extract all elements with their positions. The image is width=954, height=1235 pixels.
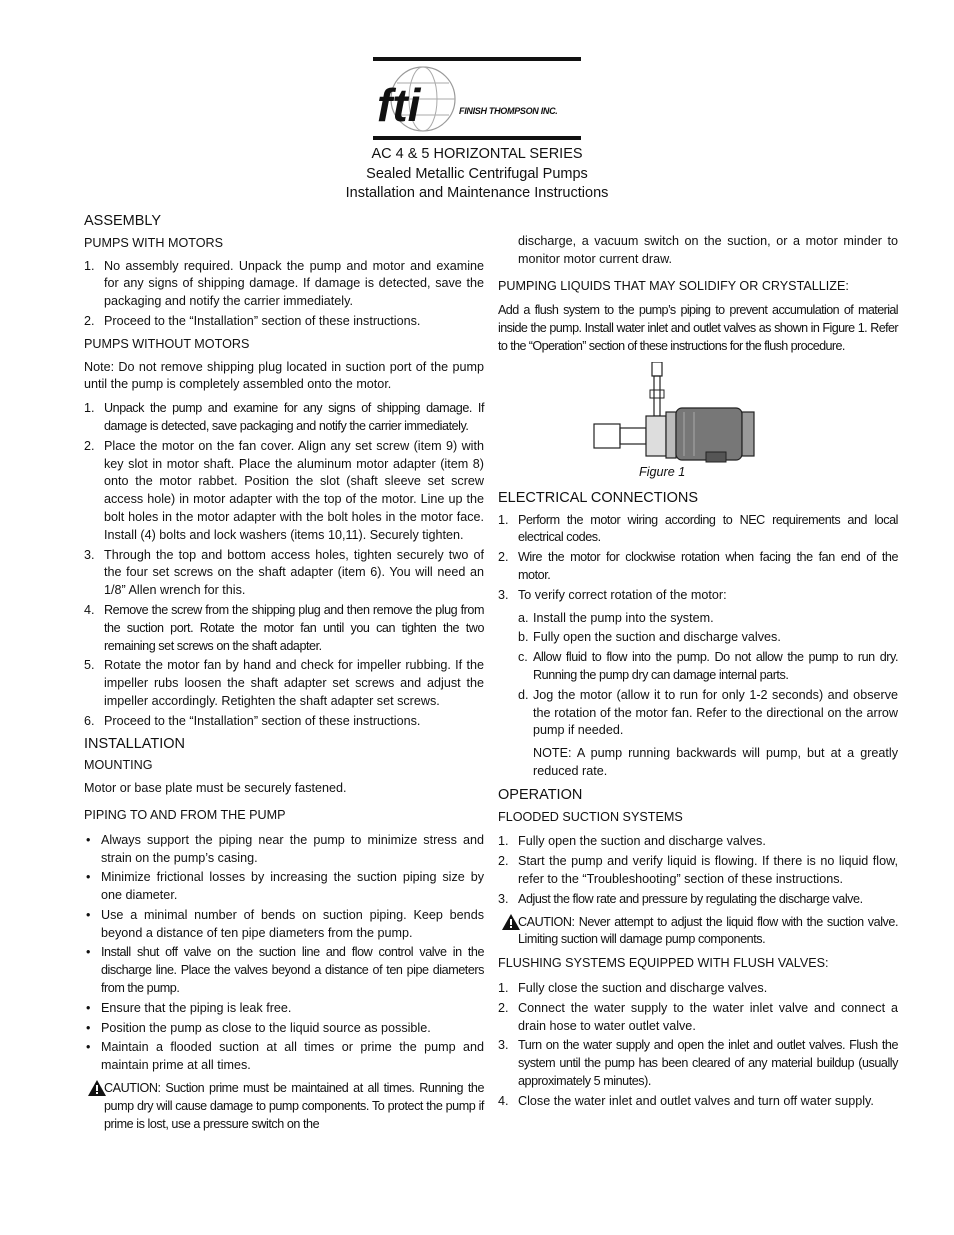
piping-list [84, 832, 484, 1075]
title-series: AC 4 & 5 HORIZONTAL SERIES [371, 146, 583, 162]
flushing-heading: FLUSHING SYSTEMS EQUIPPED WITH FLUSH VALVES: [498, 956, 829, 971]
list-item: 2. Wire the motor for clockwise rotation when facing the fan end of the motor. [498, 550, 898, 582]
list-item: 2. Place the motor on the fan cover. Align any set screw (item 9) with key slot in motor shaft. Place the aluminum motor adapter (item 8) onto the motor rabbet. Position the slot (shaft sleeve set screw access hole) in motor adapter with the top of the motor. Line up the bolt holes in the motor adapter with the bolt holes in the motor face. Install (4) bolts and lock washers (items 10,11). Securely tighten. [84, 438, 484, 542]
title-doc: Installation and Maintenance Instructions [345, 185, 609, 201]
list-item: 2. Connect the water supply to the water inlet valve and connect a drain hose to water outlet valve. [498, 1000, 898, 1033]
list-item: 1. No assembly required. Unpack the pump and motor and examine for any signs of shipping damage. If damage is detected, save the packaging and notify the carrier immediately. [84, 258, 484, 309]
list-item: • Use a minimal number of bends on suction piping. Keep bends beyond a distance of ten pipe diameters from the pump. [86, 907, 484, 940]
caution-suction-valve: CAUTION: Never attempt to adjust the liquid flow with the suction valve. Limiting suction will damage pump components. [498, 914, 898, 950]
list-item: 3. Adjust the flow rate and pressure by regulating the discharge valve. [498, 891, 863, 906]
list-item: 3. To verify correct rotation of the motor: [498, 587, 727, 602]
rotation-steps [498, 610, 898, 781]
solidify-text: Add a flush system to the pump’s piping to prevent accumulation of material inside the pump. Install water inlet and outlet valves as shown in Figure 1. Refer to the “Operation” section of these instructions for the flush procedure. [498, 303, 898, 353]
list-item: 3. Turn on the water supply and open the inlet and outlet valves. Flush the system until the pump has been cleared of any material buildup (usually approximately 5 minutes). [498, 1038, 898, 1088]
list-item: 1. Unpack the pump and examine for any signs of shipping damage. If damage is detected, save packaging and notify the carrier immediately. [84, 401, 484, 433]
list-item: 5. Rotate the motor fan by hand and check for impeller rubbing. If the impeller rubs loosen the shaft adapter set screws and adjust the impeller accordingly. Retighten the shaft adapter set screws. [84, 658, 484, 708]
list-item: b. Fully open the suction and discharge valves. [518, 630, 781, 645]
fti-logo [373, 55, 581, 143]
operation-heading: OPERATION [498, 786, 583, 803]
caution-suction-prime: CAUTION: Suction prime must be maintained at all times. Running the pump dry will cause damage to pump components. To protect the pump if prime is lost, use a pressure switch on the [84, 1080, 484, 1133]
left-column [84, 213, 484, 1139]
list-item: 1. Perform the motor wiring according to NEC requirements and local electrical codes. [498, 512, 898, 545]
company-name: FINISH THOMPSON INC. [459, 106, 558, 116]
mounting-text: Motor or base plate must be securely fastened. [84, 781, 347, 796]
list-item: 2. Proceed to the “Installation” section of these instructions. [84, 313, 421, 328]
list-item: 4. Close the water inlet and outlet valves and turn off water supply. [498, 1093, 874, 1108]
figure-1 [498, 362, 898, 482]
pumps-with-motors-heading: PUMPS WITH MOTORS [84, 235, 223, 250]
list-item: • Ensure that the piping is leak free. [86, 1000, 292, 1015]
list-item: 1. Fully open the suction and discharge valves. [498, 834, 766, 849]
list-item: • Install shut off valve on the suction line and flow control valve in the discharge line. Place the valves beyond a distance of ten pipe diameters from the pump. [86, 945, 484, 996]
flooded-heading: FLOODED SUCTION SYSTEMS [498, 809, 683, 824]
mounting-heading: MOUNTING [84, 758, 153, 773]
list-item: a. Install the pump into the system. [518, 610, 714, 625]
flushing-list [498, 980, 898, 1111]
list-item: 6. Proceed to the “Installation” section of these instructions. [84, 713, 421, 728]
rotation-note: NOTE: A pump running backwards will pump, but at a greatly reduced rate. [533, 746, 898, 778]
without-motors-note: Note: Do not remove shipping plug located in suction port of the pump until the pump is completely assembled onto the motor. [84, 359, 484, 392]
svg-text:fti: fti [377, 79, 421, 131]
list-item: • Maintain a flooded suction at all times or prime the pump and maintain prime at all times. [86, 1040, 484, 1073]
list-item: 2. Start the pump and verify liquid is flowing. If there is no liquid flow, refer to the “Troubleshooting” section of these instructions. [498, 854, 898, 886]
flooded-list [498, 833, 898, 908]
figure-caption: Figure 1 [639, 464, 686, 479]
electrical-heading: ELECTRICAL CONNECTIONS [498, 489, 699, 506]
list-item: 3. Through the top and bottom access holes, tighten securely two of the four set screws on the shaft adapter (item 6). You will need an 1/8” Allen wrench for this. [84, 547, 484, 598]
installation-heading: INSTALLATION [84, 735, 185, 752]
list-item: 1. Fully close the suction and discharge valves. [498, 980, 768, 995]
caution-continued: discharge, a vacuum switch on the suction, or a motor minder to monitor motor current draw. [518, 234, 898, 266]
warning-icon [502, 914, 520, 930]
list-item: d. Jog the motor (allow it to run for only 1-2 seconds) and observe the rotation of the motor fan. Refer to the directional on the arrow pump if needed. [518, 687, 898, 738]
assembly-heading: ASSEMBLY [84, 213, 162, 229]
solidify-heading: PUMPING LIQUIDS THAT MAY SOLIDIFY OR CRYSTALLIZE: [498, 278, 849, 293]
title-product: Sealed Metallic Centrifugal Pumps [366, 165, 588, 182]
document-header [0, 55, 954, 204]
list-item: • Position the pump as close to the liquid source as possible. [86, 1020, 431, 1035]
electrical-list [498, 512, 898, 605]
logo-bottom-rule [373, 136, 581, 140]
piping-heading: PIPING TO AND FROM THE PUMP [84, 807, 286, 822]
list-item: c. Allow fluid to flow into the pump. Do not allow the pump to run dry. Running the pump dry can damage internal parts. [518, 650, 898, 682]
warning-icon [88, 1080, 106, 1096]
list-item: • Minimize frictional losses by increasing the suction piping size by one diameter. [86, 870, 484, 903]
rotation-list [518, 610, 898, 741]
right-column [498, 233, 898, 1115]
without-motors-list [84, 400, 484, 730]
pumps-without-motors-heading: PUMPS WITHOUT MOTORS [84, 336, 250, 351]
pump-diagram-icon [590, 362, 760, 466]
globe-logo-icon [373, 61, 581, 137]
list-item: 4. Remove the screw from the shipping plug and then remove the plug from the suction port. Rotate the motor fan until you can tighten the two remaining set screws on the shaft adapter. [84, 602, 484, 653]
with-motors-list [84, 258, 484, 331]
list-item: • Always support the piping near the pump to minimize stress and strain on the pump’s casing. [86, 832, 484, 865]
